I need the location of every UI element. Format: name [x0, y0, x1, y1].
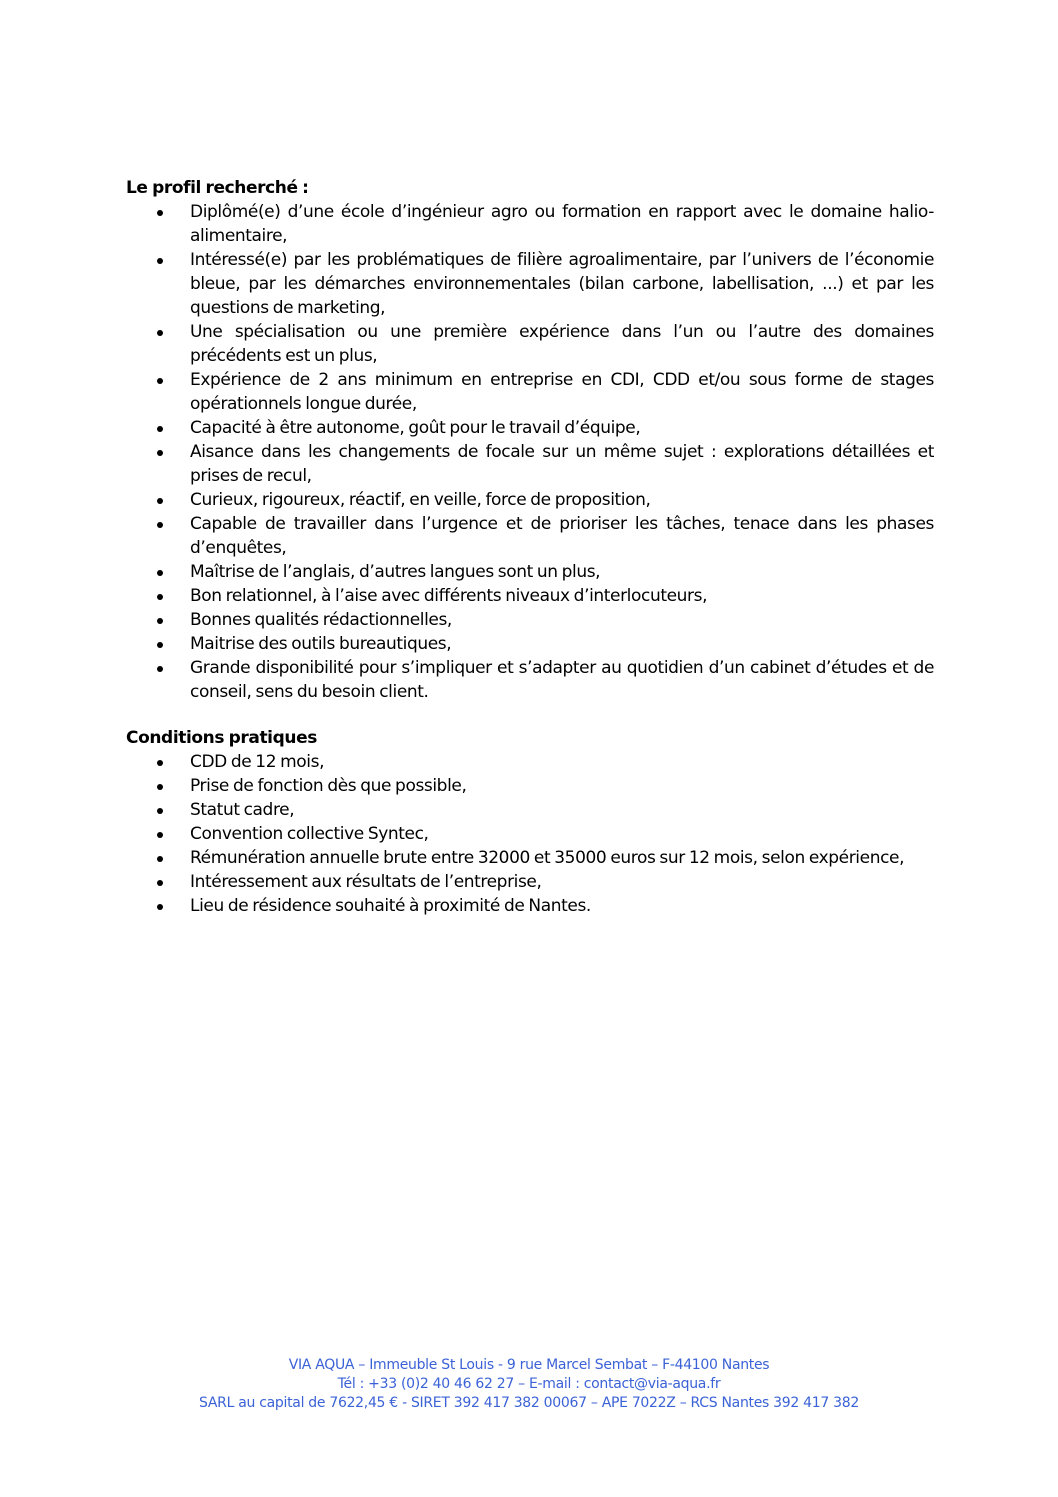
conditions-section	[126, 726, 934, 918]
list-item-text: Maitrise des outils bureautiques,	[190, 634, 452, 654]
list-item-text: Convention collective Syntec,	[190, 824, 429, 844]
conditions-list	[126, 750, 934, 918]
list-item	[126, 320, 934, 368]
bullet-icon	[157, 760, 163, 766]
list-item-text: Bon relationnel, à l’aise avec différents niveaux d’interlocuteurs,	[190, 586, 708, 606]
profile-section	[126, 176, 934, 704]
bullet-icon	[157, 904, 163, 910]
list-item-text: Statut cadre,	[190, 800, 295, 820]
list-item	[126, 846, 934, 870]
list-item	[126, 798, 934, 822]
bullet-icon	[157, 642, 163, 648]
list-item	[126, 560, 934, 584]
list-item-text: Expérience de 2 ans minimum en entreprise en CDI, CDD et/ou sous forme de stages opérationnels longue durée,	[190, 370, 934, 414]
list-item	[126, 200, 934, 248]
bullet-icon	[157, 666, 163, 672]
profile-heading: Le profil recherché :	[126, 178, 309, 198]
bullet-icon	[157, 378, 163, 384]
list-item-text: Curieux, rigoureux, réactif, en veille, force de proposition,	[190, 490, 651, 510]
company-footer	[0, 1356, 1058, 1413]
list-item	[126, 894, 934, 918]
bullet-icon	[157, 522, 163, 528]
bullet-icon	[157, 498, 163, 504]
list-item-text: Intéressement aux résultats de l’entreprise,	[190, 872, 542, 892]
bullet-icon	[157, 570, 163, 576]
bullet-icon	[157, 330, 163, 336]
profile-list	[126, 200, 934, 704]
bullet-icon	[157, 880, 163, 886]
list-item-text: Capable de travailler dans l’urgence et de prioriser les tâches, tenace dans les phases d’enquêtes,	[190, 514, 934, 558]
list-item	[126, 512, 934, 560]
list-item	[126, 608, 934, 632]
list-item-text: Rémunération annuelle brute entre 32000 et 35000 euros sur 12 mois, selon expérience,	[190, 848, 905, 868]
bullet-icon	[157, 832, 163, 838]
bullet-icon	[157, 426, 163, 432]
bullet-icon	[157, 808, 163, 814]
bullet-icon	[157, 618, 163, 624]
bullet-icon	[157, 856, 163, 862]
list-item-text: Lieu de résidence souhaité à proximité de Nantes.	[190, 896, 591, 916]
list-item-text: Capacité à être autonome, goût pour le travail d’équipe,	[190, 418, 641, 438]
list-item	[126, 750, 934, 774]
bullet-icon	[157, 594, 163, 600]
list-item	[126, 248, 934, 320]
bullet-icon	[157, 258, 163, 264]
list-item-text: Une spécialisation ou une première expérience dans l’un ou l’autre des domaines précédents est un plus,	[190, 322, 934, 366]
list-item	[126, 440, 934, 488]
list-item	[126, 774, 934, 798]
list-item-text: Aisance dans les changements de focale sur un même sujet : explorations détaillées et prises de recul,	[190, 442, 934, 486]
bullet-icon	[157, 784, 163, 790]
list-item-text: Grande disponibilité pour s’impliquer et s’adapter au quotidien d’un cabinet d’études et de conseil, sens du besoin client.	[190, 658, 934, 702]
list-item-text: Prise de fonction dès que possible,	[190, 776, 467, 796]
list-item	[126, 870, 934, 894]
list-item	[126, 822, 934, 846]
list-item	[126, 656, 934, 704]
list-item-text: Bonnes qualités rédactionnelles,	[190, 610, 452, 630]
list-item	[126, 632, 934, 656]
list-item	[126, 584, 934, 608]
conditions-heading: Conditions pratiques	[126, 728, 317, 748]
list-item-text: Diplômé(e) d’une école d’ingénieur agro ou formation en rapport avec le domaine halio-alimentaire,	[190, 202, 934, 246]
list-item-text: CDD de 12 mois,	[190, 752, 325, 772]
list-item	[126, 488, 934, 512]
list-item	[126, 368, 934, 416]
list-item-text: Maîtrise de l’anglais, d’autres langues sont un plus,	[190, 562, 601, 582]
footer-legal: SARL au capital de 7622,45 € - SIRET 392 417 382 00067 – APE 7022Z – RCS Nantes 392 417 382	[199, 1395, 859, 1411]
list-item-text: Intéressé(e) par les problématiques de filière agroalimentaire, par l’univers de l’économie bleue, par les démarches environnementales (bilan carbone, labellisation, ...) et par les questions de marketing,	[190, 250, 934, 318]
footer-address: VIA AQUA – Immeuble St Louis - 9 rue Marcel Sembat – F-44100 Nantes	[288, 1357, 770, 1373]
bullet-icon	[157, 450, 163, 456]
bullet-icon	[157, 210, 163, 216]
footer-contact: Tél : +33 (0)2 40 46 62 27 – E-mail : contact@via-aqua.fr	[337, 1376, 721, 1392]
list-item	[126, 416, 934, 440]
